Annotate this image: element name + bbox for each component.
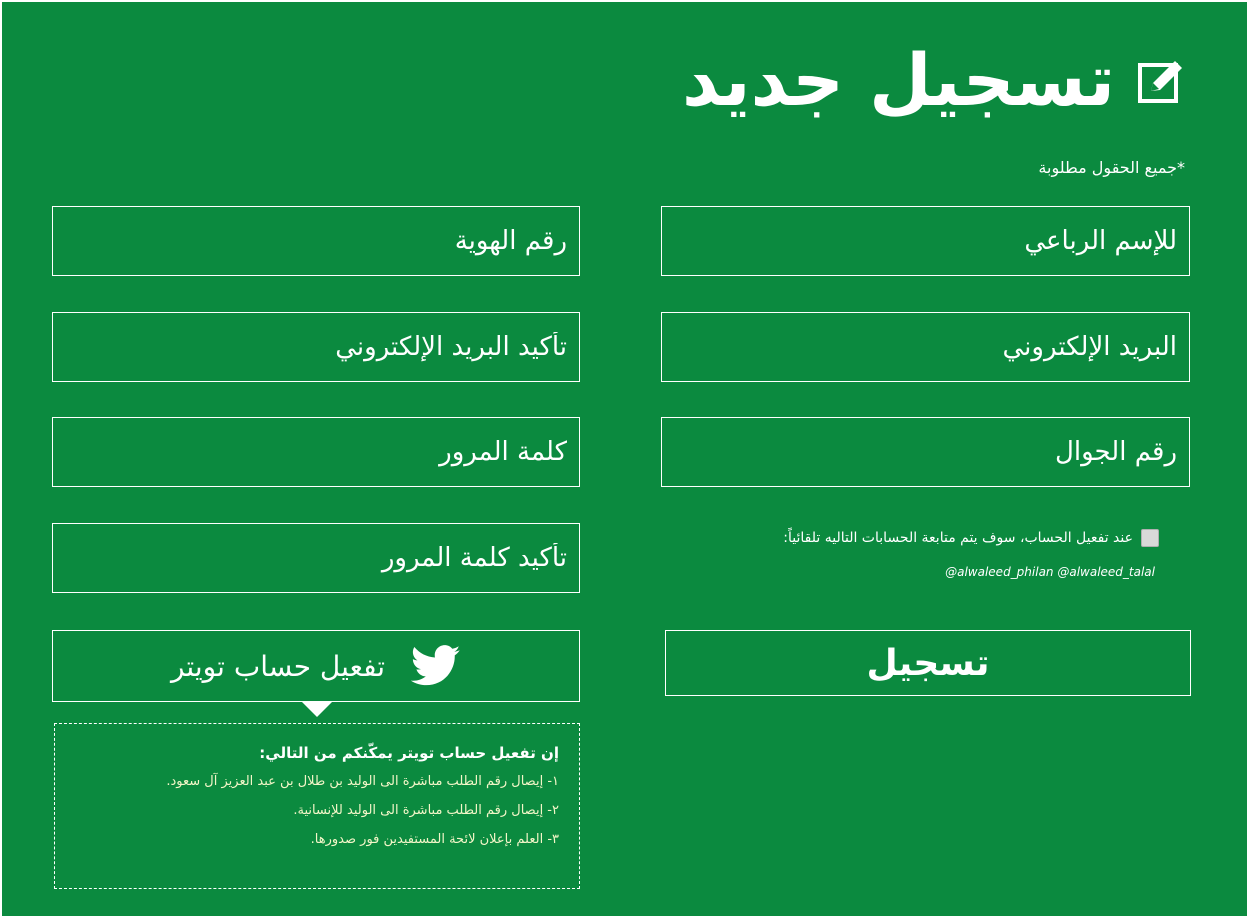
- full-name-input[interactable]: [661, 206, 1190, 276]
- page-header: [681, 38, 1187, 122]
- follow-accounts-checkbox[interactable]: [1141, 529, 1159, 547]
- password-input[interactable]: [52, 417, 580, 487]
- id-number-input[interactable]: [52, 206, 580, 276]
- twitter-activate-button[interactable]: [52, 630, 580, 702]
- info-pointer: [302, 702, 332, 717]
- page-title: تسجيل جديد: [681, 38, 1115, 122]
- email-input[interactable]: [661, 312, 1190, 382]
- email-confirm-input[interactable]: [52, 312, 580, 382]
- registration-panel: [2, 2, 1247, 916]
- twitter-info-item: ٢- إيصال رقم الطلب مباشرة الى الوليد للإنسانية.: [293, 803, 559, 818]
- twitter-activate-label: تفعيل حساب تويتر: [170, 649, 386, 683]
- mobile-input[interactable]: [661, 417, 1190, 487]
- follow-handles: @alwaleed_philan @alwaleed_talal: [945, 565, 1155, 579]
- twitter-info-box: [54, 723, 580, 889]
- password-confirm-input[interactable]: [52, 523, 580, 593]
- required-note: *جميع الحقول مطلوبة: [1038, 158, 1185, 177]
- twitter-info-item: ٣- العلم بإعلان لائحة المستفيدين فور صدورها.: [310, 832, 559, 847]
- edit-icon: [1137, 55, 1187, 105]
- twitter-bird-icon: [411, 645, 461, 687]
- follow-accounts-label: عند تفعيل الحساب، سوف يتم متابعة الحسابات التاليه تلقائياً:: [783, 530, 1133, 546]
- twitter-info-heading: إن تفعيل حساب تويتر يمكّنكم من التالي:: [259, 744, 559, 762]
- follow-accounts-option[interactable]: [783, 529, 1159, 547]
- register-button[interactable]: تسجيل: [665, 630, 1191, 696]
- twitter-info-item: ١- إيصال رقم الطلب مباشرة الى الوليد بن طلال بن عبد العزيز آل سعود.: [166, 774, 559, 789]
